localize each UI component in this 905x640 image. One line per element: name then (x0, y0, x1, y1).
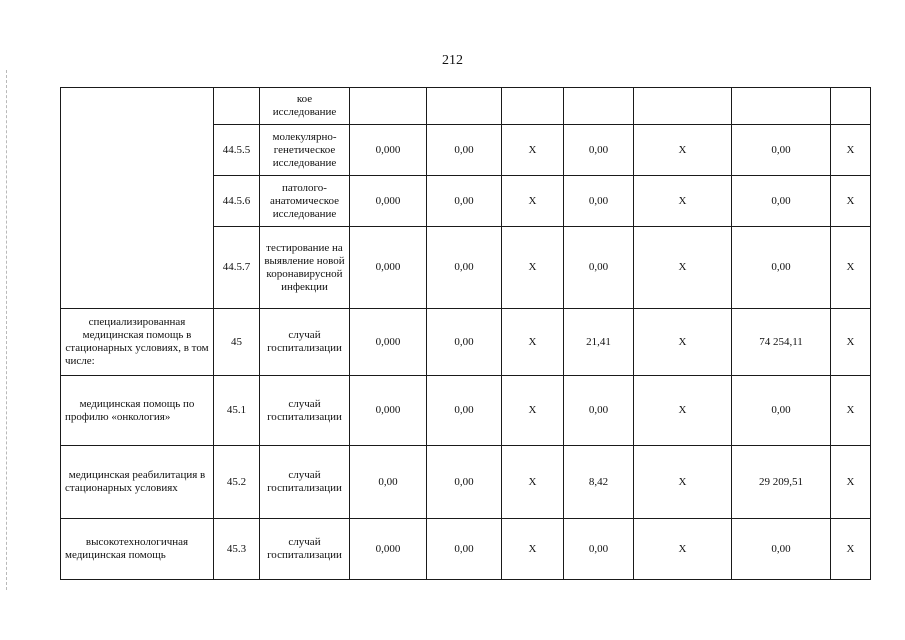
value-cell: 0,00 (350, 446, 427, 519)
value-cell: X (634, 125, 732, 176)
code-cell: 44.5.5 (214, 125, 260, 176)
value-cell: 0,00 (564, 519, 634, 580)
value-cell: 0,00 (427, 309, 502, 376)
value-cell: 0,00 (427, 227, 502, 309)
page-edge-rule (6, 70, 7, 590)
value-cell: X (831, 309, 871, 376)
value-cell: 74 254,11 (732, 309, 831, 376)
unit-cell: случай госпитализации (260, 376, 350, 446)
desc-cell: медицинская помощь по профилю «онкология» (61, 376, 214, 446)
table-row (61, 376, 871, 446)
table-row (61, 446, 871, 519)
value-cell: 0,000 (350, 519, 427, 580)
value-cell: X (831, 446, 871, 519)
code-cell (214, 88, 260, 125)
unit-cell: тестирование на выявление новой коронавирусной инфекции (260, 227, 350, 309)
value-cell: X (634, 519, 732, 580)
value-cell (502, 88, 564, 125)
value-cell: X (634, 446, 732, 519)
value-cell: X (634, 227, 732, 309)
value-cell: 29 209,51 (732, 446, 831, 519)
unit-cell: патолого-анатомическое исследование (260, 176, 350, 227)
value-cell: X (831, 176, 871, 227)
value-cell: X (634, 376, 732, 446)
value-cell: 0,000 (350, 227, 427, 309)
value-cell: 8,42 (564, 446, 634, 519)
unit-cell: случай госпитализации (260, 309, 350, 376)
value-cell: 0,00 (427, 176, 502, 227)
unit-cell: молекулярно-генетическое исследование (260, 125, 350, 176)
value-cell: X (831, 227, 871, 309)
value-cell: 0,000 (350, 309, 427, 376)
value-cell: X (502, 376, 564, 446)
table-row (61, 519, 871, 580)
value-cell (427, 88, 502, 125)
desc-cell: медицинская реабилитация в стационарных условиях (61, 446, 214, 519)
code-cell: 45.1 (214, 376, 260, 446)
value-cell: X (831, 519, 871, 580)
value-cell: 0,00 (427, 446, 502, 519)
page-number: 212 (442, 53, 463, 68)
value-cell: 0,00 (732, 519, 831, 580)
value-cell (350, 88, 427, 125)
value-cell: X (502, 519, 564, 580)
value-cell: 0,00 (427, 125, 502, 176)
value-cell: 0,00 (564, 176, 634, 227)
value-cell: 0,000 (350, 125, 427, 176)
value-cell: X (502, 125, 564, 176)
value-cell: X (502, 446, 564, 519)
code-cell: 44.5.7 (214, 227, 260, 309)
value-cell: 0,00 (564, 227, 634, 309)
value-cell: 0,00 (427, 376, 502, 446)
data-table (60, 87, 871, 580)
value-cell: 0,00 (732, 176, 831, 227)
value-cell (831, 88, 871, 125)
value-cell (634, 88, 732, 125)
code-cell: 45.3 (214, 519, 260, 580)
desc-cell: специализированная медицинская помощь в стационарных условиях, в том числе: (61, 309, 214, 376)
table-row (61, 88, 871, 125)
value-cell: X (502, 176, 564, 227)
value-cell: 0,00 (427, 519, 502, 580)
code-cell: 44.5.6 (214, 176, 260, 227)
desc-cell: высокотехнологичная медицинская помощь (61, 519, 214, 580)
value-cell: X (831, 125, 871, 176)
unit-cell: случай госпитализации (260, 446, 350, 519)
value-cell: 0,00 (564, 125, 634, 176)
unit-cell: случай госпитализации (260, 519, 350, 580)
value-cell (564, 88, 634, 125)
value-cell: 0,00 (732, 125, 831, 176)
value-cell: 0,000 (350, 376, 427, 446)
value-cell: X (634, 176, 732, 227)
code-cell: 45 (214, 309, 260, 376)
value-cell: X (502, 309, 564, 376)
value-cell: 0,000 (350, 176, 427, 227)
unit-cell: кое исследование (260, 88, 350, 125)
value-cell: 0,00 (732, 376, 831, 446)
value-cell: 0,00 (732, 227, 831, 309)
value-cell: X (634, 309, 732, 376)
value-cell: 21,41 (564, 309, 634, 376)
value-cell: X (831, 376, 871, 446)
value-cell (732, 88, 831, 125)
table-row (61, 309, 871, 376)
desc-cell-blank (61, 88, 214, 309)
code-cell: 45.2 (214, 446, 260, 519)
value-cell: X (502, 227, 564, 309)
value-cell: 0,00 (564, 376, 634, 446)
